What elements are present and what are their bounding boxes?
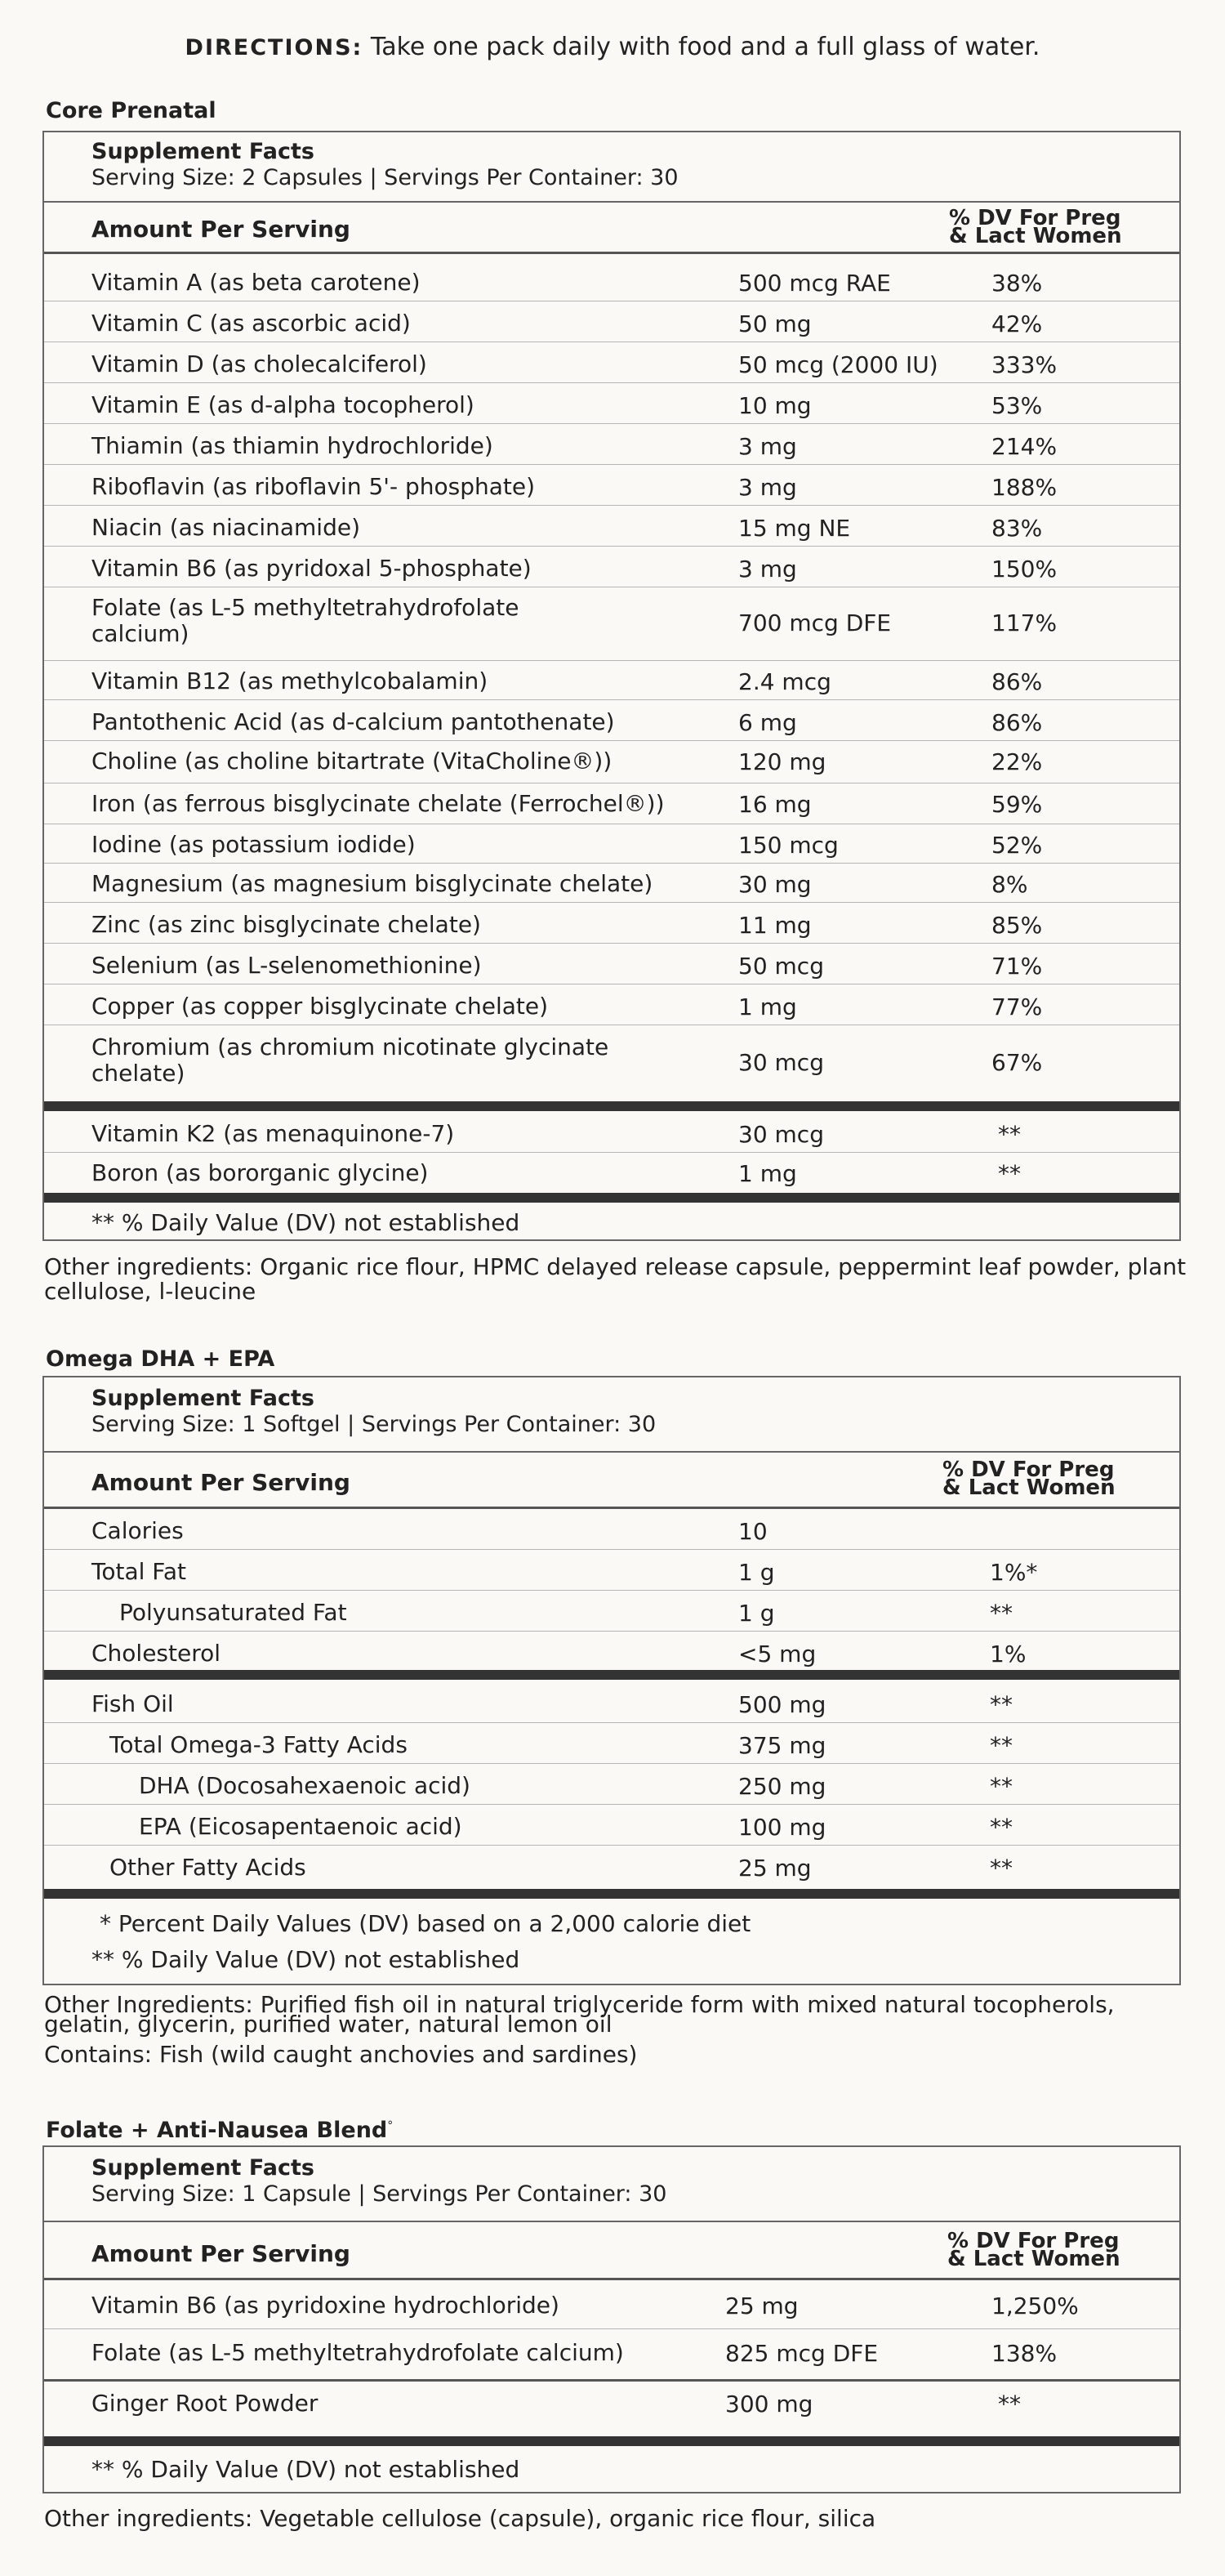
section-rule [44,1670,1179,1680]
core-footnote: ** % Daily Value (DV) not established [91,1209,520,1236]
omega-dv-header-line1: % DV For Preg [942,1458,1115,1482]
nutrient-dv: 85% [991,912,1043,939]
row-divider [44,505,1179,506]
folate-title-text: Folate + Anti-Nausea Blend [46,2118,388,2143]
nutrient-dv: 150% [991,556,1058,583]
row-divider [44,423,1179,424]
core-dv-header-line1: % DV For Preg [949,206,1121,230]
nutrient-dv: 333% [991,351,1058,378]
nutrient-amount: 50 mcg (2000 IU) [738,351,938,378]
nutrient-name: Vitamin D (as cholecalciferol) [91,350,427,377]
nutrient-dv: 59% [991,791,1043,818]
row-divider [44,1631,1179,1632]
nutrient-name: Vitamin B6 (as pyridoxal 5-phosphate) [91,555,532,582]
nutrient-name: Folate (as L-5 methyltetrahydrofolate calcium) [91,2339,624,2366]
row-divider [44,1590,1179,1591]
nutrient-amount: 3 mg [738,556,797,583]
row-divider [44,1845,1179,1846]
nutrient-name: Zinc (as zinc bisglycinate chelate) [91,911,481,938]
core-header-rule [44,252,1179,254]
nutrient-name: Vitamin A (as beta carotene) [91,269,421,296]
nutrient-dv: 214% [991,433,1058,460]
row-divider [44,943,1179,944]
nutrient-name: Niacin (as niacinamide) [91,514,361,541]
nutrient-dv: 138% [991,2340,1058,2367]
nutrient-amount: 300 mg [725,2391,813,2418]
nutrient-dv: 71% [991,953,1043,980]
row-divider [44,1152,1179,1153]
nutrient-amount: 1 mg [738,1160,797,1187]
nutrient-amount: 1 g [738,1600,775,1627]
nutrient-name: Choline (as choline bitartrate (VitaCholine®)) [91,748,612,775]
nutrient-dv: 86% [991,709,1043,736]
folate-facts-panel [42,2145,1181,2493]
nutrient-name: Vitamin B6 (as pyridoxine hydrochloride) [91,2292,559,2319]
nutrient-name: Total Omega-3 Fatty Acids [109,1731,408,1758]
core-title: Core Prenatal [46,98,216,123]
omega-dv-header [942,1458,1116,1500]
folate-footnote: ** % Daily Value (DV) not established [91,2456,520,2483]
directions-text: Take one pack daily with food and a full glass of water. [363,33,1040,61]
nutrient-amount: 10 mg [738,392,812,419]
section-rule [44,1101,1179,1111]
nutrient-amount: 25 mg [738,1855,812,1882]
omega-serving: Serving Size: 1 Softgel | Servings Per Container: 30 [91,1412,657,1437]
folate-facts-title: Supplement Facts [91,2155,314,2181]
folate-header-rule [44,2278,1179,2280]
core-dv-header-line2: & Lact Women [949,224,1122,248]
folate-dv-header-line2: & Lact Women [947,2247,1120,2271]
folate-divider [44,2221,1179,2222]
nutrient-amount: <5 mg [738,1641,817,1667]
directions-label: DIRECTIONS: [185,35,363,60]
section-rule [44,1889,1179,1899]
nutrient-dv: 86% [991,668,1043,695]
nutrient-dv: 83% [991,515,1043,542]
nutrient-name: Magnesium (as magnesium bisglycinate chelate) [91,870,653,897]
nutrient-amount: 500 mg [738,1691,826,1718]
nutrient-dv: ** [990,1691,1013,1718]
nutrient-amount: 700 mcg DFE [738,609,892,636]
row-divider [44,740,1179,741]
nutrient-dv: 188% [991,474,1058,501]
omega-footnote-2: ** % Daily Value (DV) not established [91,1946,520,1973]
nutrient-name: Riboflavin (as riboflavin 5'- phosphate) [91,473,536,500]
nutrient-dv: 52% [991,832,1043,859]
section-rule-thin [44,2379,1179,2382]
nutrient-name: Total Fat [91,1558,186,1585]
nutrient-amount: 15 mg NE [738,515,851,542]
omega-contains: Contains: Fish (wild caught anchovies and sardines) [44,2041,638,2068]
nutrient-dv: 8% [991,871,1028,898]
directions [0,33,1225,61]
nutrient-name: Vitamin E (as d-alpha tocopherol) [91,391,474,418]
row-divider [44,1722,1179,1723]
core-divider [44,201,1179,203]
nutrient-amount: 10 [738,1518,768,1545]
nutrient-name: Chromium (as chromium nicotinate glycinate chelate) [91,1034,609,1087]
omega-title: Omega DHA + EPA [46,1346,275,1372]
nutrient-name: Copper (as copper bisglycinate chelate) [91,993,549,1020]
nutrient-amount: 3 mg [738,474,797,501]
nutrient-name: Calories [91,1517,184,1544]
core-serving: Serving Size: 2 Capsules | Servings Per Container: 30 [91,165,679,190]
folate-serving: Serving Size: 1 Capsule | Servings Per Container: 30 [91,2181,667,2207]
nutrient-name: Vitamin K2 (as menaquinone-7) [91,1120,455,1147]
nutrient-amount: 30 mcg [738,1121,824,1148]
section-rule [44,2436,1179,2446]
nutrient-amount: 6 mg [738,709,797,736]
nutrient-dv: 22% [991,748,1043,775]
nutrient-dv: ** [990,1732,1013,1759]
nutrient-amount: 250 mg [738,1773,826,1800]
nutrient-name: Iodine (as potassium iodide) [91,831,416,858]
omega-footnote-1: * Percent Daily Values (DV) based on a 2,000 calorie diet [100,1910,751,1937]
core-facts-title: Supplement Facts [91,139,314,164]
row-divider [44,863,1179,864]
nutrient-dv: ** [998,1160,1021,1187]
nutrient-name: Vitamin C (as ascorbic acid) [91,310,411,337]
nutrient-dv: 53% [991,392,1043,419]
nutrient-amount: 11 mg [738,912,812,939]
row-divider [44,902,1179,903]
nutrient-amount: 50 mcg [738,953,824,980]
folate-other-ingredients: Other ingredients: Vegetable cellulose (capsule), organic rice flour, silica [44,2505,876,2532]
nutrient-name: Fish Oil [91,1690,174,1717]
nutrient-amount: 30 mcg [738,1049,824,1076]
nutrient-dv: 67% [991,1049,1043,1076]
nutrient-dv: 1%* [990,1559,1038,1586]
nutrient-name: Folate (as L-5 methyltetrahydrofolate calcium) [91,594,519,647]
nutrient-amount: 100 mg [738,1814,826,1841]
core-other-ingredients: Other ingredients: Organic rice flour, HPMC delayed release capsule, peppermint leaf powder, plant cellulose, l-leucine [44,1253,1187,1305]
omega-other-ingredients: Other Ingredients: Purified fish oil in natural triglyceride form with mixed natural tocopherols, gelatin, glycerin, purified water, natural lemon oil [44,1991,1115,2038]
row-divider [44,382,1179,383]
nutrient-amount: 120 mg [738,748,826,775]
nutrient-name: DHA (Docosahexaenoic acid) [139,1772,470,1799]
nutrient-amount: 30 mg [738,871,812,898]
core-amount-header: Amount Per Serving [91,216,350,243]
omega-divider [44,1451,1179,1453]
nutrient-amount: 1 g [738,1559,775,1586]
nutrient-name: Pantothenic Acid (as d-calcium pantothenate) [91,708,615,735]
nutrient-amount: 25 mg [725,2293,799,2319]
nutrient-dv: ** [998,1121,1021,1148]
nutrient-dv: 38% [991,270,1043,297]
section-rule [44,1193,1179,1203]
nutrient-name: Boron (as bororganic glycine) [91,1159,429,1186]
row-divider [44,546,1179,547]
folate-title [46,2118,393,2143]
row-divider [44,1763,1179,1764]
nutrient-amount: 150 mcg [738,832,839,859]
row-divider [44,783,1179,784]
nutrient-dv: ** [990,1814,1013,1841]
core-facts-panel [42,131,1181,1241]
omega-facts-title: Supplement Facts [91,1386,314,1411]
nutrient-amount: 3 mg [738,433,797,460]
omega-amount-header: Amount Per Serving [91,1469,350,1496]
omega-header-rule [44,1507,1179,1509]
nutrient-amount: 500 mcg RAE [738,270,891,297]
nutrient-name: Other Fatty Acids [109,1854,306,1881]
folate-amount-header: Amount Per Serving [91,2240,350,2267]
nutrient-amount: 375 mg [738,1732,826,1759]
nutrient-name: Ginger Root Powder [91,2390,318,2417]
nutrient-dv: ** [990,1773,1013,1800]
nutrient-name: Iron (as ferrous bisglycinate chelate (Ferrochel®)) [91,790,665,817]
nutrient-dv: 42% [991,310,1043,337]
folate-title-mark: ° [387,2119,394,2132]
nutrient-dv: ** [990,1600,1013,1627]
row-divider [44,464,1179,465]
nutrient-amount: 50 mg [738,310,812,337]
core-dv-header [949,206,1122,248]
nutrient-name: Vitamin B12 (as methylcobalamin) [91,667,488,694]
nutrient-amount: 2.4 mcg [738,668,831,695]
omega-facts-panel [42,1376,1181,1985]
nutrient-name: Polyunsaturated Fat [119,1599,347,1626]
nutrient-dv: ** [998,2391,1021,2418]
row-divider [44,2328,1179,2329]
row-divider [44,660,1179,661]
nutrient-dv: ** [990,1855,1013,1882]
folate-dv-header-line1: % DV For Preg [947,2229,1120,2253]
nutrient-name: Thiamin (as thiamin hydrochloride) [91,432,493,459]
table-row [44,1034,1179,1088]
nutrient-dv: 117% [991,609,1058,636]
nutrient-dv: 77% [991,993,1043,1020]
nutrient-name: EPA (Eicosapentaenoic acid) [139,1813,462,1840]
nutrient-amount: 1 mg [738,993,797,1020]
row-divider [44,1804,1179,1805]
folate-dv-header [947,2229,1120,2271]
nutrient-dv: 1% [990,1641,1027,1667]
nutrient-dv: 1,250% [991,2293,1079,2319]
row-divider [44,1549,1179,1550]
nutrient-name: Cholesterol [91,1640,221,1667]
table-row [44,595,1179,649]
nutrient-amount: 825 mcg DFE [725,2340,879,2367]
nutrient-amount: 16 mg [738,791,812,818]
nutrient-name: Selenium (as L-selenomethionine) [91,952,482,979]
omega-dv-header-line2: & Lact Women [942,1476,1116,1500]
row-divider [44,699,1179,700]
